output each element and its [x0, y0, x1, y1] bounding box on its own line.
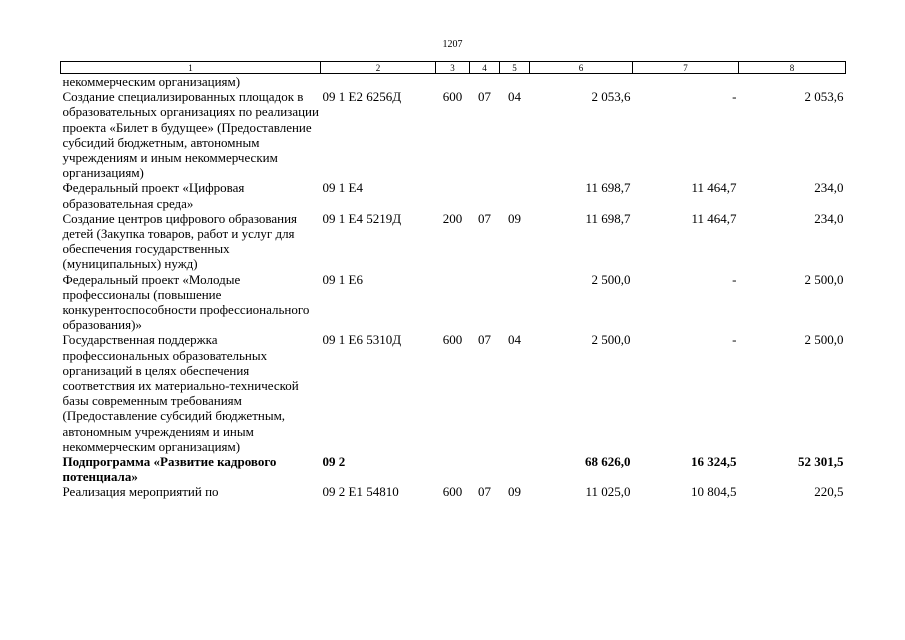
- column-header-4: 4: [470, 62, 500, 74]
- row-code-cell: 09 2 E1 54810: [322, 484, 399, 500]
- row-regional-cell: 234,0: [814, 210, 844, 226]
- row-regional-cell: 234,0: [814, 180, 844, 196]
- row-expense-type-cell: 600: [442, 484, 463, 500]
- row-total-cell: 2 053,6: [591, 89, 631, 105]
- row-section-cell: [470, 272, 500, 333]
- column-header-2: 2: [321, 62, 436, 74]
- table-row: [61, 332, 846, 454]
- row-subsection-cell: [500, 272, 530, 333]
- row-section-cell: 07: [478, 89, 491, 105]
- row-code-cell: 09 1 E6 5310Д: [322, 332, 402, 348]
- row-name-cell: Создание центров цифрового образования детей (Закупка товаров, работ и услуг для обеспечения государственных (муниципальных) нужд): [62, 210, 298, 272]
- row-total-cell: [530, 74, 633, 90]
- row-regional-cell: 2 053,6: [804, 89, 844, 105]
- row-subsection-cell: [500, 180, 530, 210]
- row-expense-type-cell: [436, 272, 470, 333]
- row-section-cell: [470, 454, 500, 484]
- row-section-cell: [470, 180, 500, 210]
- row-section-cell: [470, 74, 500, 90]
- row-code-cell: 09 2: [322, 454, 346, 470]
- column-header-7: 7: [633, 62, 739, 74]
- row-regional-cell: 52 301,5: [798, 454, 844, 470]
- table-row: [61, 272, 846, 333]
- row-code-cell: 09 1 E4 5219Д: [322, 210, 402, 226]
- budget-table: [60, 61, 846, 500]
- table-row: [61, 74, 846, 90]
- table-row: [61, 180, 846, 210]
- row-name-cell: Реализация мероприятий по: [62, 484, 219, 500]
- table-row: [61, 211, 846, 272]
- row-expense-type-cell: [436, 180, 470, 210]
- row-subsection-cell: 04: [508, 89, 521, 105]
- row-regional-cell: 2 500,0: [804, 332, 844, 348]
- row-regional-cell: 2 500,0: [804, 271, 844, 287]
- table-row: [61, 454, 846, 484]
- row-name-cell: Федеральный проект «Молодые профессионалы (повышение конкурентоспособности профессионального образования)»: [62, 271, 310, 333]
- row-federal-cell: [633, 74, 739, 90]
- column-header-8: 8: [739, 62, 846, 74]
- row-expense-type-cell: [436, 454, 470, 484]
- row-section-cell: 07: [478, 210, 491, 226]
- row-regional-cell: [739, 74, 846, 90]
- row-subsection-cell: [500, 454, 530, 484]
- row-code-cell: 09 1 E4: [322, 180, 363, 196]
- row-federal-cell: -: [732, 271, 737, 287]
- row-total-cell: 2 500,0: [591, 332, 631, 348]
- row-expense-type-cell: 600: [442, 89, 463, 105]
- row-federal-cell: 16 324,5: [691, 454, 737, 470]
- row-name-cell: Федеральный проект «Цифровая образовательная среда»: [62, 180, 245, 211]
- row-name-cell: Подпрограмма «Развитие кадрового потенциала»: [62, 454, 277, 485]
- column-header-1: 1: [61, 62, 321, 74]
- row-regional-cell: 220,5: [814, 484, 844, 500]
- column-header-6: 6: [530, 62, 633, 74]
- row-total-cell: 2 500,0: [591, 271, 631, 287]
- table-row: [61, 89, 846, 180]
- row-federal-cell: -: [732, 332, 737, 348]
- table-row: [61, 484, 846, 499]
- row-section-cell: 07: [478, 484, 491, 500]
- row-federal-cell: -: [732, 89, 737, 105]
- row-federal-cell: 11 464,7: [691, 210, 737, 226]
- row-total-cell: 11 698,7: [585, 180, 631, 196]
- row-name-cell: Государственная поддержка профессиональных образовательных организаций в целях обеспечения соответствия их материально-технической базы современным требованиям (Предоставление субсидий бюджетным, автономным учреждениям и иным некоммерческим организациям): [62, 332, 299, 454]
- row-total-cell: 11 698,7: [585, 210, 631, 226]
- row-name-cell: некоммерческим организациям): [62, 74, 241, 89]
- row-subsection-cell: 09: [508, 484, 521, 500]
- row-subsection-cell: [500, 74, 530, 90]
- row-total-cell: 68 626,0: [585, 454, 631, 470]
- row-federal-cell: 11 464,7: [691, 180, 737, 196]
- row-name-cell: Создание специализированных площадок в образовательных организациях по реализации проекта «Билет в будущее» (Предоставление субсидий бюджетным, автономным учреждениям и иным некоммерческим организациям): [62, 89, 319, 181]
- row-section-cell: 07: [478, 332, 491, 348]
- row-federal-cell: 10 804,5: [691, 484, 737, 500]
- page-number: 1207: [442, 39, 463, 50]
- row-expense-type-cell: 200: [442, 210, 463, 226]
- row-code-cell: 09 1 E2 6256Д: [322, 89, 402, 105]
- row-expense-type-cell: [436, 74, 470, 90]
- row-total-cell: 11 025,0: [585, 484, 631, 500]
- column-number-header: [61, 62, 846, 74]
- column-header-5: 5: [500, 62, 530, 74]
- row-code-cell: 09 1 E6: [322, 271, 363, 287]
- row-expense-type-cell: 600: [442, 332, 463, 348]
- row-subsection-cell: 04: [508, 332, 521, 348]
- row-subsection-cell: 09: [508, 210, 521, 226]
- column-header-3: 3: [436, 62, 470, 74]
- row-code-cell: [321, 74, 436, 90]
